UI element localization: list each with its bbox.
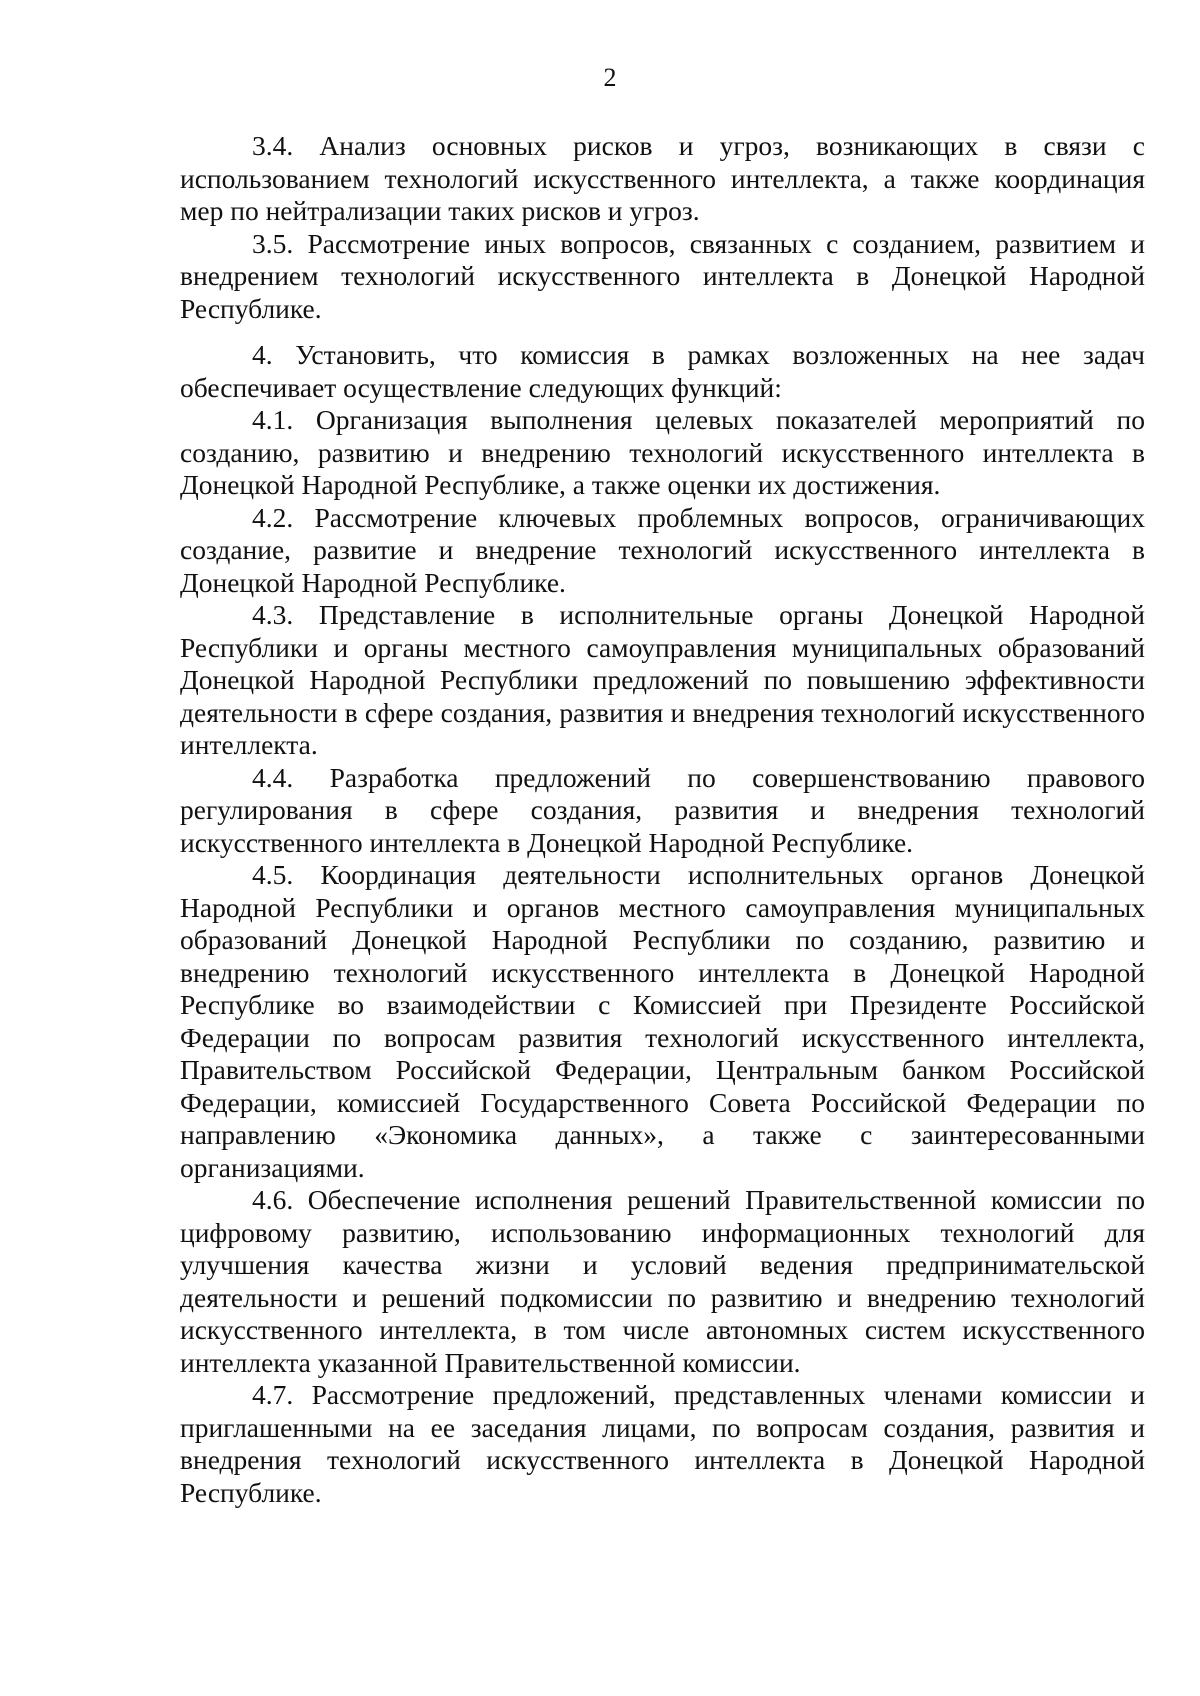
paragraph-4-6: 4.6. Обеспечение исполнения решений Правительственной комиссии по цифровому развитию, использованию информационных технологий для улучшения качества жизни и условий ведения предпринимательской деятельности и решений подкомиссии по развитию и внедрению технологий искусственного интеллекта, в том числе автономных систем искусственного интеллекта указанной Правительственной комиссии. xyxy=(180,1184,1145,1378)
paragraph-4-2: 4.2. Рассмотрение ключевых проблемных вопросов, ограничивающих создание, развитие и внедрение технологий искусственного интеллекта в Донецкой Народной Республике. xyxy=(180,501,1145,598)
paragraph-4-1: 4.1. Организация выполнения целевых показателей мероприятий по созданию, развитию и внедрению технологий искусственного интеллекта в Донецкой Народной Республике, а также оценки их достижения. xyxy=(180,404,1145,500)
document-body xyxy=(180,130,1145,1509)
paragraph-3-5: 3.5. Рассмотрение иных вопросов, связанных с созданием, развитием и внедрением технологий искусственного интеллекта в Донецкой Народной Республике. xyxy=(180,227,1145,324)
paragraph-4-3: 4.3. Представление в исполнительные органы Донецкой Народной Республики и органы местного самоуправления муниципальных образований Донецкой Народной Республики предложений по повышению эффективности деятельности в сфере создания, развития и внедрения технологий искусственного интеллекта. xyxy=(180,599,1145,760)
paragraph-3-4: 3.4. Анализ основных рисков и угроз, возникающих в связи с использованием технологий искусственного интеллекта, а также координация мер по нейтрализации таких рисков и угроз. xyxy=(180,130,1145,226)
paragraph-4-4: 4.4. Разработка предложений по совершенствованию правового регулирования в сфере создания, развития и внедрения технологий искусственного интеллекта в Донецкой Народной Республике. xyxy=(180,761,1145,858)
paragraph-4: 4. Установить, что комиссия в рамках возложенных на нее задач обеспечивает осуществление следующих функций: xyxy=(180,339,1145,403)
paragraph-4-7: 4.7. Рассмотрение предложений, представленных членами комиссии и приглашенными на ее заседания лицами, по вопросам создания, развития и внедрения технологий искусственного интеллекта в Донецкой Народной Республике. xyxy=(180,1379,1145,1508)
paragraph-4-5: 4.5. Координация деятельности исполнительных органов Донецкой Народной Республики и органов местного самоуправления муниципальных образований Донецкой Народной Республики по созданию, развитию и внедрению технологий искусственного интеллекта в Донецкой Народной Республике во взаимодействии с Комиссией при Президенте Российской Федерации по вопросам развития технологий искусственного интеллекта, Правительством Российской Федерации, Центральным банком Российской Федерации, комиссией Государственного Совета Российской Федерации по направлению «Экономика данных», а также с заинтересованными организациями. xyxy=(180,859,1145,1183)
page-number: 2 xyxy=(603,63,617,92)
